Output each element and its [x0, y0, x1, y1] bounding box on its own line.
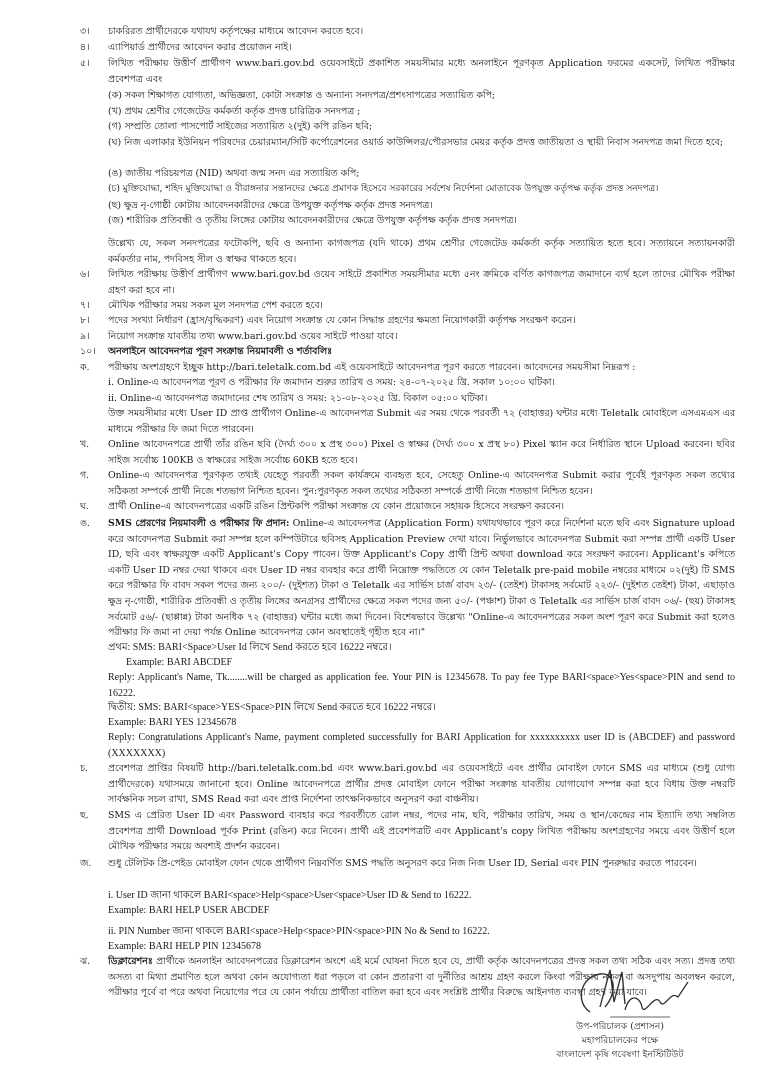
- signature-block: [470, 1020, 768, 1062]
- first-reply: Reply: Applicant's Name, Tk........will be charged as application fee. Your PIN is 12345678. To pay fee Type BARI<space>Yes<space>PIN and send to 16222.: [108, 672, 735, 699]
- rule-ja: জ. শুধু টেলিটক প্রি-পেইড মোবাইল ফোন থেকে প্রার্থীগণ নিম্নবর্ণিত SMS পদ্ধতি অনুসরণ করে নিজ নিজ User ID, Serial এবং PIN পুনরুদ্ধার করতে পারবেন।: [80, 858, 697, 869]
- item-number: ৫।: [80, 58, 90, 69]
- rule-ka-note: উক্ত সময়সীমার মধ্যে User ID প্রাপ্ত প্রার্থীগণ Online-এ আবেদনপত্র Submit এর সময় থেকে পরবর্তী ৭২ (বাহাত্তর) ঘন্টার মধ্যে Teletalk মোবাইলে এসএমএস এর মাধ্যমে পরীক্ষার ফি জমা দিতে পারবেন।: [108, 408, 735, 435]
- rule-ga: গ. Online-এ আবেদনপত্র পূরণকৃত তথ্যই যেহেতু পরবর্তী সকল কার্যক্রমে ব্যবহৃত হবে, সেহেতু Online-এ আবেদনপত্র Submit করার পূর্বেই পূরণকৃত সকল তথ্যের সঠিকতা সম্পর্কে প্রার্থী নিজে শতভাগ নিশ্চিত হবেন। পুন:পুরণকৃত সকল তথ্যের সঠিকতা সম্পর্কে প্রার্থী নিজে শতভাগ নিশ্চিত হবেন।: [80, 470, 735, 497]
- item-5: [80, 56, 735, 88]
- item-4: [80, 40, 735, 56]
- item-5-note: উল্লেখ্য যে, সকল সনদপত্রের ফটোকপি, ছবি ও অন্যান্য কাগজপত্র (যদি থাকে) প্রথম শ্রেণীর গেজেটেড কর্মকর্তা কর্তৃক সত্যায়িত হতে হবে। সত্যায়নে সত্যায়নকারী কর্মকর্তার নাম, পদবিসহ সীল ও স্বাক্ষর থাকতে হবে।: [108, 238, 735, 265]
- signatory-title: উপ-পরিচালক (প্রশাসন): [576, 1021, 664, 1032]
- item-6: [80, 267, 735, 299]
- rule-cha: চ. প্রবেশপত্র প্রাপ্তির বিষয়টি http://bari.teletalk.com.bd এবং www.bari.gov.bd এর ওয়েবসাইটে এবং প্রার্থীর মোবাইল ফোনে SMS এর মাধ্যমে (শুধু যোগ্য প্রার্থীদেরকে) যথাসময়ে জানানো হবে। Online আবেদনপত্রে প্রার্থীর প্রদত্ত মোবাইল ফোনে পরীক্ষা সংক্রান্ত যাবতীয় যোগাযোগ সম্পন্ন করা হবে বিধায় উক্ত নম্বরটি সার্বক্ষনিক সচল রাখা, SMS Read করা এবং প্রাপ্ত নির্দেশনা তাৎক্ষনিকভাবে অনুসরণ করা বাঞ্চনীয়।: [80, 763, 736, 806]
- item-text: চাকরিরত প্রার্থীদেরকে যথাযথ কর্তৃপক্ষের মাধ্যমে আবেদন করতে হবে।: [108, 26, 364, 37]
- rule-chha: ছ. SMS এ প্রেরিত User ID এবং Password ব্যবহার করে পরবর্তীতে রোল নম্বর, পদের নাম, ছবি, পরীক্ষার তারিখ, সময় ও স্থান/কেন্দ্রের নাম ইত্যাদি তথ্য সম্বলিত প্রবেশপত্র প্রার্থী Download পূর্বক Print (রঙিন) করে নিবেন। প্রার্থী এই প্রবেশপত্রটি এবং Applicant's copy লিখিত পরীক্ষায় অংশগ্রহণের সময়ে এবং উত্তীর্ণ হলে মৌখিক পরীক্ষার সময়ে অবশ্যই প্রদর্শন করবেন।: [80, 810, 735, 853]
- rule-kha: খ. Online আবেদনপত্রে প্রার্থী তাঁর রঙিন ছবি (দৈর্ঘ্য ৩০০ x প্রস্থ ৩০০) Pixel ও স্বাক্ষর (দৈর্ঘ্য ৩০০ x প্রস্থ ৮০) Pixel স্ক্যান করে নির্ধারিত স্থানে Upload করবেন। ছবির সাইজ সর্বোচ্চ 100KB ও স্বাক্ষরের সাইজ সর্বোচ্চ 60KB হতে হবে।: [80, 439, 735, 466]
- rule-uma: ঙ. SMS প্রেরণের নিয়মাবলী ও পরীক্ষার ফি প্রদান: Online-এ আবেদনপত্র (Application Form) যথাযথভাবে পূরণ করে নির্দেশনা মতে ছবি এবং Signature upload করে আবেদনপত্র Submit করা সম্পন্ন হলে কম্পিউটারে ছবিসহ Application Preview দেখা যাবে। নির্ভুলভাবে আবেদনপত্র Submit করা সম্পন্ন প্রার্থী একটি User ID, ছবি এবং স্বাক্ষরযুক্ত একটি Applicant's Copy পাবেন। উক্ত Applicant's Copy প্রার্থী প্রিন্ট অথবা download করে সংরক্ষণ করবেন। Applicant's কপিতে একটি User ID নম্বর দেয়া থাকবে এবং User ID নম্বর ব্যবহার করে প্রার্থী নিম্নোক্ত পদ্ধতিতে যে কোন Teletalk pre-paid mobile নম্বরের মাধ্যমে ০২(দুই) টি SMS করে পরীক্ষার ফি বাবদ সকল পদের জন্য ২০০/- (দুইশত) টাকা ও Teletalk এর সার্ভিস চার্জ বাবদ ২৩/- (তেইশ) টাকাসহ সর্বমোট ২২৩/- (দুইশত তেইশ) টাকা, এছাড়াও ক্ষুদ্র নৃ-গোষ্ঠী, শারীরিক প্রতিবন্ধী ও তৃতীয় লিঙ্গের অনগ্রসর প্রার্থীদের ক্ষেত্রে সকল পদের জন্য ৫০/- (পঞ্চাশ) টাকা ও Teletalk এর সার্ভিস চার্জ বাবদ ০৬/- (ছয়) টাকাসহ সর্বমোট ৫৬/- (ছাপ্পান্ন) টাকা অনধিক ৭২ (বাহাত্তর) ঘন্টার মধ্যে জমা দিবেন। বিশেষভাবে উল্লেখ্য "Online-এ আবেদনপত্রের সকল অংশ পূরণ করে Submit করা হলেও পরীক্ষার ফি জমা না দেয়া পর্যন্ত Online আবেদনপত্র কোন অবস্থাতেই গৃহীত হবে না।": [80, 518, 736, 639]
- signature-icon: [570, 962, 700, 1022]
- item-text: লিখিত পরীক্ষায় উত্তীর্ণ প্রার্থীগণ www.bari.gov.bd ওয়েবসাইটে প্রকাশিত সময়সীমার মধ্যে অনলাইনে পূরণকৃত Application ফরমের একসেট, লিখিত পরীক্ষার প্রবেশপত্র এবং: [108, 58, 735, 85]
- sms-rules-text: Online-এ আবেদনপত্র (Application Form) যথাযথভাবে পূরণ করে নির্দেশনা মতে ছবি এবং Signature upload করে আবেদনপত্র Submit করা সম্পন্ন হলে কম্পিউটারে ছবিসহ Application Preview দেখা যাবে। নির্ভুলভাবে আবেদনপত্র Submit করা সম্পন্ন প্রার্থী একটি User ID, ছবি এবং স্বাক্ষরযুক্ত একটি Applicant's Copy পাবেন। উক্ত Applicant's Copy প্রার্থী প্রিন্ট অথবা download করে সংরক্ষণ করবেন। Applicant's কপিতে একটি User ID নম্বর দেয়া থাকবে এবং User ID নম্বর ব্যবহার করে প্রার্থী নিম্নোক্ত পদ্ধতিতে যে কোন Teletalk pre-paid mobile নম্বরের মাধ্যমে ০২(দুই) টি SMS করে পরীক্ষার ফি বাবদ সকল পদের জন্য ২০০/- (দুইশত) টাকা ও Teletalk এর সার্ভিস চার্জ বাবদ ২৩/- (তেইশ) টাকাসহ সর্বমোট ২২৩/- (দুইশত তেইশ) টাকা, এছাড়াও ক্ষুদ্র নৃ-গোষ্ঠী, শারীরিক প্রতিবন্ধী ও তৃতীয় লিঙ্গের অনগ্রসর প্রার্থীদের ক্ষেত্রে সকল পদের জন্য ৫০/- (পঞ্চাশ) টাকা ও Teletalk এর সার্ভিস চার্জ বাবদ ০৬/- (ছয়) টাকাসহ সর্বমোট ৫৬/- (ছাপ্পান্ন) টাকা অনধিক ৭২ (বাহাত্তর) ঘন্টার মধ্যে জমা দিবেন। বিশেষভাবে উল্লেখ্য "Online-এ আবেদনপত্রের সকল অংশ পূরণ করে Submit করা হলেও পরীক্ষার ফি জমা না দেয়া পর্যন্ত Online আবেদনপত্র কোন অবস্থাতেই গৃহীত হবে না।": [108, 518, 736, 639]
- item-text: লিখিত পরীক্ষায় উত্তীর্ণ প্রার্থীগণ www.bari.gov.bd ওয়েব সাইটে প্রকাশিত সময়সীমার মধ্যে ৫নং ক্রমিকে বর্ণিত কাগজপত্র জমাদানে ব্যর্থ হলে তাদের মৌখিক পরীক্ষা গ্রহণ করা হবে না।: [108, 269, 735, 296]
- item-number: ৩।: [80, 26, 90, 37]
- rule-jha-declaration: ঝ. ডিক্লারেশনঃ প্রার্থীকে অনলাইন আবেদনপত্রের ডিক্লারেশন অংশে এই মর্মে ঘোষনা দিতে হবে যে, প্রার্থী কর্তৃক আবেদনপত্রের প্রদত্ত সকল তথ্য সঠিক এবং সত্য। প্রদত্ত তথ্য অসত্য বা মিথ্যা প্রমাণিত হলে অথবা কোন অযোগ্যতা ধরা পড়লে বা কোন প্রতারণা বা দুর্নীতির আশ্রয় গ্রহণ করলে কিংবা পরীক্ষায় নকল বা অসদুপায় অবলম্বন করলে, পরীক্ষার পূর্বে বা পরে অথবা নিয়োগের পরে যে কোন পর্যায়ে প্রার্থীতা বাতিল করা হবে এবং সংশ্লিষ্ট প্রার্থীর বিরুদ্ধে আইনগত ব্যবস্থা গ্রহণ করা যাবে।: [80, 956, 735, 999]
- item-text: এ্যাপিয়ার্ড প্রার্থীদের আবেদন করার প্রয়োজন নাই।: [108, 42, 292, 53]
- signatory-on-behalf: মহাপরিচালকের পক্ষে: [581, 1035, 659, 1046]
- second-reply: Reply: Congratulations Applicant's Name, payment completed successfully for BARI Application for xxxxxxxxxx user ID is (ABCDEF) and password (XXXXXXX): [108, 732, 735, 759]
- document-page: ৩। চাকরিরত প্রার্থীদেরকে যথাযথ কর্তৃপক্ষের মাধ্যমে আবেদন করতে হবে। ৪। এ্যাপিয়ার্ড প্রার্থীদের আবেদন করার প্রয়োজন নাই। ৫। লিখিত পরীক্ষায় উত্তীর্ণ প্রার্থীগণ www.bari.gov.bd ওয়েবসাইটে প্রকাশিত সময়সীমার মধ্যে অনলাইনে পূরণকৃত Application ফরমের একসেট, লিখিত পরীক্ষার প্রবেশপত্র এবং (ক) সকল শিক্ষাগত যোগ্যতা, অভিজ্ঞতা, কোটা সংক্রান্ত ও অন্যান্য সনদপত্র/প্রশংসাপত্রের সত্যায়িত কপি; (খ) প্রথম শ্রেণীর গেজেটেড কর্মকর্তা কর্তৃক প্রদত্ত চারিত্রিক সনদপত্র ; (গ) সম্প্রতি তোলা পাসপোর্ট সাইজের সত্যায়িত ২(দুই) কপি রঙিন ছবি; (ঘ) নিজ এলাকার ইউনিয়ন পরিষদের চেয়ারম্যান/সিটি কর্পোরেশনের ওয়ার্ড কাউন্সিলর/পৌরসভার মেয়র কর্তৃক প্রদত্ত জাতীয়তা ও স্থায়ী নিবাস সনদপত্র জমা দিতে হবে; (ঙ) জাতীয় পরিচয়পত্র (NID) অথবা জন্ম সনদ এর সত্যায়িত কপি; (চ) মুক্তিযোদ্ধা, শহিদ মুক্তিযোদ্ধা ও বীরাঙ্গনার সন্তানদের ক্ষেত্রে প্রমাণক হিসেবে সরকারের সর্বশেষ নির্দেশনা মোতাবেক উপযুক্ত কর্তৃপক্ষ কর্তৃক প্রদত্ত সনদপত্র। (ছ) ক্ষুদ্র নৃ-গোষ্ঠী কোটায় আবেদনকারীদের ক্ষেত্রে উপযুক্ত কর্তৃপক্ষ কর্তৃক প্রদত্ত সনদপত্র। (জ) শারীরিক প্রতিবন্ধী ও তৃতীয় লিঙ্গের কোটায় আবেদনকারীদের ক্ষেত্রে উপযুক্ত কর্তৃপক্ষ কর্তৃক প্রদত্ত সনদপত্র। উল্লেখ্য যে, সকল সনদপত্রের ফটোকপি, ছবি ও অন্যান্য কাগজপত্র (যদি থাকে) প্রথম শ্রেণীর গেজেটেড কর্মকর্তা কর্তৃক সত্যায়িত হতে হবে। সত্যায়নে সত্যায়নকারী কর্মকর্তার নাম, পদবিসহ সীল ও স্বাক্ষর থাকতে হবে। ৬। লিখিত পরীক্ষায় উত্তীর্ণ প্রার্থীগণ www.bari.gov.bd ওয়েব সাইটে প্রকাশিত সময়সীমার মধ্যে ৫নং ক্রমিকে বর্ণিত কাগজপত্র জমাদানে ব্যর্থ হলে তাদের মৌখিক পরীক্ষা গ্রহণ করা হবে না। ৭। মৌখিক পরীক্ষার সময় সকল মূল সনদপত্র পেশ করতে হবে। ৮। পদের সংখ্যা নির্ধারণ (হ্রাস/বৃদ্ধিকরণ) এবং নিয়োগ সংক্রান্ত যে কোন সিদ্ধান্ত গ্রহণের ক্ষমতা নিয়োগকারী কর্তৃপক্ষ সংরক্ষণ করেন। ৯। নিয়োগ সংক্রান্ত যাবতীয় তথ্য www.bari.gov.bd ওয়েব সাইটে পাওয়া যাবে। ১০। অনলাইনে আবেদনপত্র পূরণ সংক্রান্ত নিয়মাবলী ও শর্তাবলিঃ ক. পরীক্ষায় অংশগ্রহণে ইচ্ছুক http://bari.teletalk.com.bd এই ওয়েবসাইটে আবেদনপত্র পূরণ করতে পারবেন। আবেদনের সময়সীমা নিম্নরূপ : i. Online-এ আবেদনপত্র পূরণ ও পরীক্ষার ফি জমাদান শুরুর তারিখ ও সময়: ২৪-০৭-২০২৫ খ্রি. সকাল ১০:০০ ঘটিকা। ii. Online-এ আবেদনপত্র জমাদানের শেষ তারিখ ও সময়: ২১-০৮-২০২৫ খ্রি. বিকাল ০৫:০০ ঘটিকা। উক্ত সময়সীমার মধ্যে User ID প্রাপ্ত প্রার্থীগণ Online-এ আবেদনপত্র Submit এর সময় থেকে পরবর্তী ৭২ (বাহাত্তর) ঘন্টার মধ্যে Teletalk মোবাইলে এসএমএস এর মাধ্যমে পরীক্ষার ফি জমা দিতে পারবেন। খ. Online আবেদনপত্রে প্রার্থী তাঁর রঙিন ছবি (দৈর্ঘ্য ৩০০ x প্রস্থ ৩০০) Pixel ও স্বাক্ষর (দৈর্ঘ্য ৩০০ x প্রস্থ ৮০) Pixel স্ক্যান করে নির্ধারিত স্থানে Upload করবেন। ছবির সাইজ সর্বোচ্চ 100KB ও স্বাক্ষরের সাইজ সর্বোচ্চ 60KB হতে হবে। গ. Online-এ আবেদনপত্র পূরণকৃত তথ্যই যেহেতু পরবর্তী সকল কার্যক্রমে ব্যবহৃত হবে, সেহেতু Online-এ আবেদনপত্র Submit করার পূর্বেই পূরণকৃত সকল তথ্যের সঠিকতা সম্পর্কে প্রার্থী নিজে শতভাগ নিশ্চিত হবেন। পুন:পুরণকৃত সকল তথ্যের সঠিকতা সম্পর্কে প্রার্থী নিজে শতভাগ নিশ্চিত হবেন। ঘ. প্রার্থী Online-এ আবেদনপত্রের একটি রঙিন প্রিন্টকপি পরীক্ষা সংক্রান্ত যে কোন প্রয়োজনে সহায়ক হিসেবে সংরক্ষণ করবেন। ঙ. SMS প্রেরণের নিয়মাবলী ও পরীক্ষার ফি প্রদান: Online-এ আবেদনপত্র (Application Form) যথাযথভাবে পূরণ করে নির্দেশনা মতে ছবি এবং Signature upload করে আবেদনপত্র Submit করা সম্পন্ন হলে কম্পিউটারে ছবিসহ Application Preview দেখা যাবে। নির্ভুলভাবে আবেদনপত্র Submit করা সম্পন্ন প্রার্থী একটি User ID, ছবি এবং স্বাক্ষরযুক্ত একটি Applicant's Copy পাবেন। উক্ত Applicant's Copy প্রার্থী প্রিন্ট অথবা download করে সংরক্ষণ করবেন। Applicant's কপিতে একটি User ID নম্বর দেয়া থাকবে এবং User ID নম্বর ব্যবহার করে প্রার্থী নিম্নোক্ত পদ্ধতিতে যে কোন Teletalk pre-paid mobile নম্বরের মাধ্যমে ০২(দুই) টি SMS করে পরীক্ষার ফি বাবদ সকল পদের জন্য ২০০/- (দুইশত) টাকা ও Teletalk এর সার্ভিস চার্জ বাবদ ২৩/- (তেইশ) টাকাসহ সর্বমোট ২২৩/- (দুইশত তেইশ) টাকা, এছাড়াও ক্ষুদ্র নৃ-গোষ্ঠী, শারীরিক প্রতিবন্ধী ও তৃতীয় লিঙ্গের অনগ্রসর প্রার্থীদের ক্ষেত্রে সকল পদের জন্য ৫০/- (পঞ্চাশ) টাকা ও Teletalk এর সার্ভিস চার্জ বাবদ ০৬/- (ছয়) টাকাসহ সর্বমোট ৫৬/- (ছাপ্পান্ন) টাকা অনধিক ৭২ (বাহাত্তর) ঘন্টার মধ্যে জমা দিবেন। বিশেষভাবে উল্লেখ্য "Online-এ আবেদনপত্রের সকল অংশ পূরণ করে Submit করা হলেও পরীক্ষার ফি জমা না দেয়া পর্যন্ত Online আবেদনপত্র কোন অবস্থাতেই গৃহীত হবে না।" প্রথম: SMS: BARI<Space>User Id লিখে Send করতে হবে 16222 নম্বরে। Example: BARI ABCDEF Reply: Applicant's Name, Tk........will be charged as application fee. Your PIN is 12345678. To pay fee Type BARI<space>Yes<space>PIN and send to 16222. দ্বিতীয়: SMS: BARI<space>YES<Space>PIN লিখে Send করতে হবে 16222 নম্বরে। Example: BARI YES 12345678 Reply: Congratulations Applicant's Name, payment completed successfully for BARI Application for xxxxxxxxxx user ID is (ABCDEF) and password (XXXXXXX) চ. প্রবেশপত্র প্রাপ্তির বিষয়টি http://bari.teletalk.com.bd এবং www.bari.gov.bd এর ওয়েবসাইটে এবং প্রার্থীর মোবাইল ফোনে SMS এর মাধ্যমে (শুধু যোগ্য প্রার্থীদেরকে) যথাসময়ে জানানো হবে। Online আবেদনপত্রে প্রার্থীর প্রদত্ত মোবাইল ফোনে পরীক্ষা সংক্রান্ত যাবতীয় যোগাযোগ সম্পন্ন করা হবে বিধায় উক্ত নম্বরটি সার্বক্ষনিক সচল রাখা, SMS Read করা এবং প্রাপ্ত নির্দেশনা তাৎক্ষনিকভাবে অনুসরণ করা বাঞ্চনীয়। ছ. SMS এ প্রেরিত User ID এবং Password ব্যবহার করে পরবর্তীতে রোল নম্বর, পদের নাম, ছবি, পরীক্ষার তারিখ, সময় ও স্থান/কেন্দ্রের নাম ইত্যাদি তথ্য সম্বলিত প্রবেশপত্র প্রার্থী Download পূর্বক Print (রঙিন) করে নিবেন। প্রার্থী এই প্রবেশপত্রটি এবং Applicant's copy লিখিত পরীক্ষায় অংশগ্রহণের সময়ে এবং উত্তীর্ণ হলে মৌখিক পরীক্ষার সময়ে অবশ্যই প্রদর্শন করবেন। জ. শুধু টেলিটক প্রি-পেইড মোবাইল ফোন থেকে প্রার্থীগণ নিম্নবর্ণিত SMS পদ্ধতি অনুসরণ করে নিজ নিজ User ID, Serial এবং PIN পুনরুদ্ধার করতে পারবেন। i. User ID জানা থাকলে BARI<space>Help<space>User<space>User ID & Send to 16222. Example: BARI HELP USER ABCDEF ii. PIN Number জানা থাকলে BARI<space>Help<space>PIN<space>PIN No & Send to 16222. Example: BARI HELP PIN 12345678 ঝ. ডিক্লারেশনঃ প্রার্থীকে অনলাইন আবেদনপত্রের ডিক্লারেশন অংশে এই মর্মে ঘোষনা দিতে হবে যে, প্রার্থী কর্তৃক আবেদনপত্রের প্রদত্ত সকল তথ্য সঠিক এবং সত্য। প্রদত্ত তথ্য অসত্য বা মিথ্যা প্রমাণিত হলে অথবা কোন অযোগ্যতা ধরা পড়লে বা কোন প্রতারণা বা দুর্নীতির আশ্রয় গ্রহণ করলে কিংবা পরীক্ষায় নকল বা অসদুপায় অবলম্বন করলে, পরীক্ষার পূর্বে বা পরে অথবা নিয়োগের পরে যে কোন পর্যায়ে প্রার্থীতা বাতিল করা হবে এবং সংশ্লিষ্ট প্রার্থীর বিরুদ্ধে আইনগত ব্যবস্থা গ্রহণ করা যাবে। উপ-পরিচালক (প্রশাসন) মহাপরিচালকের পক্ষে বাংলাদেশ কৃষি গবেষণা ইনস্টিটিউট: [0, 0, 768, 1085]
- item-3: [80, 24, 735, 40]
- item-number: ৪।: [80, 42, 90, 53]
- declaration-heading: ডিক্লারেশনঃ: [108, 956, 153, 967]
- declaration-text: প্রার্থীকে অনলাইন আবেদনপত্রের ডিক্লারেশন অংশে এই মর্মে ঘোষনা দিতে হবে যে, প্রার্থী কর্তৃক আবেদনপত্রের প্রদত্ত সকল তথ্য সঠিক এবং সত্য। প্রদত্ত তথ্য অসত্য বা মিথ্যা প্রমাণিত হলে অথবা কোন অযোগ্যতা ধরা পড়লে বা কোন প্রতারণা বা দুর্নীতির আশ্রয় গ্রহণ করলে কিংবা পরীক্ষায় নকল বা অসদুপায় অবলম্বন করলে, পরীক্ষার পূর্বে বা পরে অথবা নিয়োগের পরে যে কোন পর্যায়ে প্রার্থীতা বাতিল করা হবে এবং সংশ্লিষ্ট প্রার্থীর বিরুদ্ধে আইনগত ব্যবস্থা গ্রহণ করা যাবে।: [108, 956, 735, 999]
- item-number: ৬।: [80, 269, 90, 280]
- sms-rules-heading: SMS প্রেরণের নিয়মাবলী ও পরীক্ষার ফি প্রদান:: [108, 518, 290, 529]
- signatory-organization: বাংলাদেশ কৃষি গবেষণা ইনস্টিটিউট: [556, 1049, 684, 1060]
- item-5-sub-gha: (ঘ) নিজ এলাকার ইউনিয়ন পরিষদের চেয়ারম্যান/সিটি কর্পোরেশনের ওয়ার্ড কাউন্সিলর/পৌরসভার মেয়র কর্তৃক প্রদত্ত জাতীয়তা ও স্থায়ী নিবাস সনদপত্র জমা দিতে হবে;: [108, 137, 723, 148]
